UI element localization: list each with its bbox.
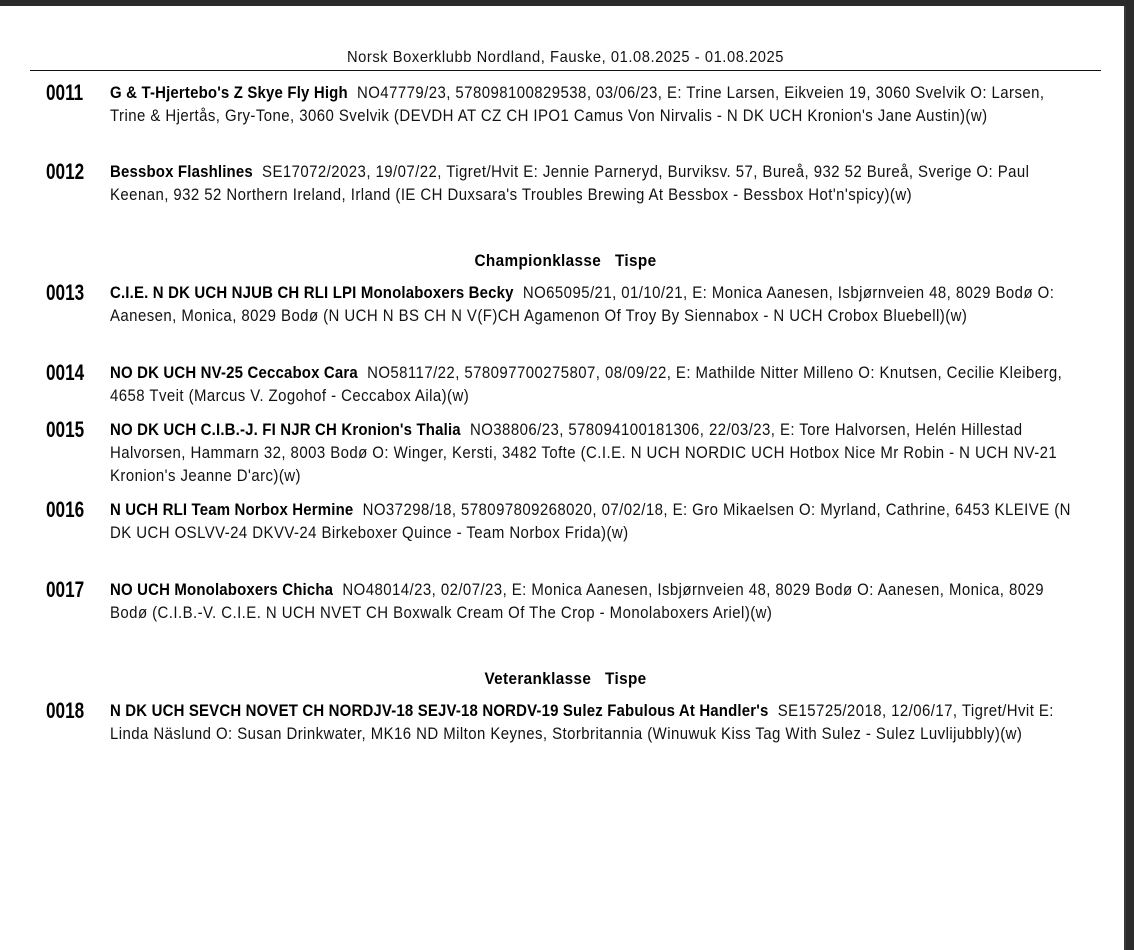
dog-name: N DK UCH SEVCH NOVET CH NORDJV-18 SEJV-18 NORDV-19 Sulez Fabulous At Handler's <box>110 701 769 720</box>
entry-number: 0014 <box>46 360 85 385</box>
class-sex: Tispe <box>615 251 657 270</box>
entry-body <box>110 160 1078 206</box>
entry-number: 0018 <box>46 698 85 723</box>
entry-details: NO47779/23, 578098100829538, 03/06/23, E: Trine Larsen, Eikveien 19, 3060 Svelvik O: Larsen, Trine & Hjertås, Gry-Tone, 3060 Svelvik (DEVDH AT CZ CH IPO1 Camus Von Nirvalis - N DK UCH Kronion's Jane Austin)(w) <box>110 83 1045 125</box>
entry-number: 0011 <box>46 80 84 105</box>
entry-body <box>110 418 1078 487</box>
class-name: Championklasse <box>474 251 602 270</box>
class-sex: Tispe <box>605 669 647 688</box>
entry-details: NO58117/22, 578097700275807, 08/09/22, E: Mathilde Nitter Milleno O: Knutsen, Cecilie Kleiberg, 4658 Tveit (Marcus V. Zogohof - Ceccabox Aila)(w) <box>110 363 1063 405</box>
entry-details: SE17072/2023, 19/07/22, Tigret/Hvit E: Jennie Parneryd, Burviksv. 57, Bureå, 932 52 Bureå, Sverige O: Paul Keenan, 932 52 Northern Ireland, Irland (IE CH Duxsara's Troubles Brewing At Bessbox - Bessbox Hot'n'spicy)(w) <box>110 162 1030 204</box>
dog-name: N UCH RLI Team Norbox Hermine <box>110 500 354 519</box>
class-name: Veteranklasse <box>484 669 592 688</box>
dog-name: Bessbox Flashlines <box>110 162 253 181</box>
entry-number: 0017 <box>46 577 85 602</box>
entry-details: NO38806/23, 578094100181306, 22/03/23, E: Tore Halvorsen, Helén Hillestad Halvorsen, Hammarn 32, 8003 Bodø O: Winger, Kersti, 3482 Tofte (C.I.E. N UCH NORDIC UCH Hotbox Nice Mr Robin - N UCH NV-21 Kronion's Jeanne D'arc)(w) <box>110 420 1058 485</box>
class-heading <box>84 251 1048 271</box>
class-heading <box>84 669 1048 689</box>
dog-name: NO DK UCH C.I.B.-J. FI NJR CH Kronion's Thalia <box>110 420 461 439</box>
entry-details: NO37298/18, 578097809268020, 07/02/18, E: Gro Mikaelsen O: Myrland, Cathrine, 6453 KLEIVE (N DK UCH OSLVV-24 DKVV-24 Birkeboxer Quince - Team Norbox Frida)(w) <box>110 500 1071 542</box>
entry-number: 0013 <box>46 280 85 305</box>
entry-details: SE15725/2018, 12/06/17, Tigret/Hvit E: Linda Näslund O: Susan Drinkwater, MK16 ND Milton Keynes, Storbritannia (Winuwuk Kiss Tag With Sulez - Sulez Luvlijubbly)(w) <box>110 701 1054 743</box>
header-rule <box>30 70 1101 71</box>
entry-number: 0012 <box>46 159 85 184</box>
entry-body <box>110 498 1078 544</box>
entry-number: 0015 <box>46 417 85 442</box>
entry-body <box>110 81 1078 127</box>
dog-name: NO DK UCH NV-25 Ceccabox Cara <box>110 363 358 382</box>
entry-body <box>110 699 1078 745</box>
document-page <box>0 6 1126 950</box>
page-header: Norsk Boxerklubb Nordland, Fauske, 01.08.2025 - 01.08.2025 <box>346 49 785 66</box>
entry-details: NO48014/23, 02/07/23, E: Monica Aanesen, Isbjørnveien 48, 8029 Bodø O: Aanesen, Monica, 8029 Bodø (C.I.B.-V. C.I.E. N UCH NVET CH Boxwalk Cream Of The Crop - Monolaboxers Ariel)(w) <box>110 580 1045 622</box>
entry-body <box>110 361 1078 407</box>
dog-name: NO UCH Monolaboxers Chicha <box>110 580 334 599</box>
entry-number: 0016 <box>46 497 85 522</box>
dog-name: G & T-Hjertebo's Z Skye Fly High <box>110 83 348 102</box>
dog-name: C.I.E. N DK UCH NJUB CH RLI LPI Monolaboxers Becky <box>110 283 514 302</box>
entry-body <box>110 578 1078 624</box>
entry-body <box>110 281 1078 327</box>
entry-details: NO65095/21, 01/10/21, E: Monica Aanesen, Isbjørnveien 48, 8029 Bodø O: Aanesen, Monica, 8029 Bodø (N UCH N BS CH N V(F)CH Agamenon Of Troy By Siennabox - N UCH Crobox Bluebell)(w) <box>110 283 1055 325</box>
